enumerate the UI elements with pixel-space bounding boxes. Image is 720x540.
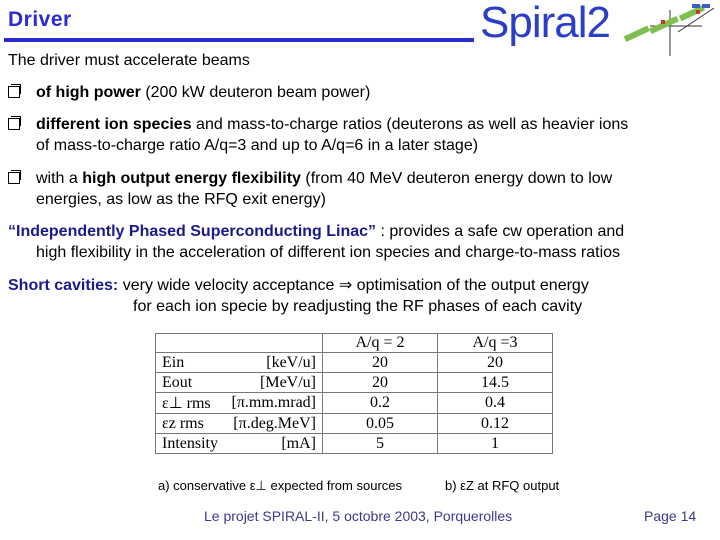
table-header-cell: A/q = 2 — [323, 334, 438, 353]
caption-a: a) conservative ε⊥ expected from sources — [158, 478, 402, 493]
spiral2-logo — [474, 2, 720, 58]
value-aq2: 0.2 — [323, 393, 438, 414]
intro-text: The driver must accelerate beams — [8, 52, 250, 69]
footer-text: Le projet SPIRAL-II, 5 octobre 2003, Porquerolles — [204, 508, 513, 524]
short-cavities-statement — [8, 275, 589, 296]
value-aq3: 1 — [438, 434, 553, 454]
bullet-continuation: energies, as low as the RFQ exit energy) — [36, 191, 326, 208]
checkbox-bullet-icon — [8, 86, 20, 98]
logo-wordmark: Spiral2 — [480, 0, 610, 47]
param-unit: [π.deg.MeV] — [226, 414, 323, 434]
param-name: Intensity — [156, 434, 226, 454]
table-header-cell: A/q =3 — [438, 334, 553, 353]
param-unit: [MeV/u] — [226, 373, 323, 393]
param-name: Eout — [156, 373, 226, 393]
beam-parameters-table — [155, 333, 553, 454]
linac-name: “Independently Phased Superconducting Linac” — [8, 223, 377, 240]
linac-rest: : provides a safe cw operation and — [376, 223, 625, 240]
table-row — [156, 353, 553, 373]
value-aq2: 5 — [323, 434, 438, 454]
short-cavities-label: Short cavities: — [8, 277, 119, 294]
linac-continuation: high flexibility in the acceleration of different ion species and charge-to-mass ratios — [36, 244, 621, 261]
short-cavities-line1: very wide velocity acceptance ⇒ optimisation of the output energy — [118, 277, 589, 294]
caption-b: b) εZ at RFQ output — [445, 478, 560, 493]
value-aq3: 0.12 — [438, 414, 553, 434]
bullet-continuation: of mass-to-charge ratio A/q=3 and up to A/q=6 in a later stage) — [36, 137, 479, 154]
checkbox-bullet-icon — [8, 172, 20, 184]
table-header-cell — [226, 334, 323, 353]
accelerator-layout-graphic — [474, 2, 720, 58]
slide-title: Driver — [8, 8, 72, 31]
value-aq2: 20 — [323, 373, 438, 393]
bullet-rest: (200 kW deuteron beam power) — [140, 84, 371, 101]
param-unit: [π.mm.mrad] — [226, 393, 323, 414]
table-row — [156, 373, 553, 393]
bullet-rest: and mass-to-charge ratios (deuterons as well as heavier ions — [191, 116, 629, 133]
table-header-row — [156, 334, 553, 353]
param-name: ε⊥ rms — [156, 393, 226, 414]
title-underline — [4, 38, 474, 42]
page-number: Page 14 — [644, 508, 697, 524]
value-aq2: 20 — [323, 353, 438, 373]
bullet-strong: different ion species — [36, 116, 192, 133]
bullet-rest: (from 40 MeV deuteron energy down to low — [300, 170, 613, 187]
short-cavities-line2: for each ion specie by readjusting the RF phases of each cavity — [133, 298, 583, 315]
value-aq3: 20 — [438, 353, 553, 373]
param-name: εz rms — [156, 414, 226, 434]
table-row — [156, 434, 553, 454]
bullet-high-power — [36, 82, 370, 103]
value-aq3: 0.4 — [438, 393, 553, 414]
bullet-strong: of high power — [36, 84, 141, 101]
value-aq3: 14.5 — [438, 373, 553, 393]
bullet-strong: high output energy flexibility — [82, 170, 301, 187]
value-aq2: 0.05 — [323, 414, 438, 434]
table-row — [156, 414, 553, 434]
bullet-pre: with a — [36, 170, 83, 187]
linac-statement — [8, 221, 624, 242]
table-header-cell — [156, 334, 226, 353]
bullet-ion-species — [36, 114, 628, 156]
param-unit: [keV/u] — [226, 353, 323, 373]
checkbox-bullet-icon — [8, 118, 20, 130]
bullet-energy-flexibility — [36, 168, 612, 210]
table-row — [156, 393, 553, 414]
param-unit: [mA] — [226, 434, 323, 454]
param-name: Ein — [156, 353, 226, 373]
